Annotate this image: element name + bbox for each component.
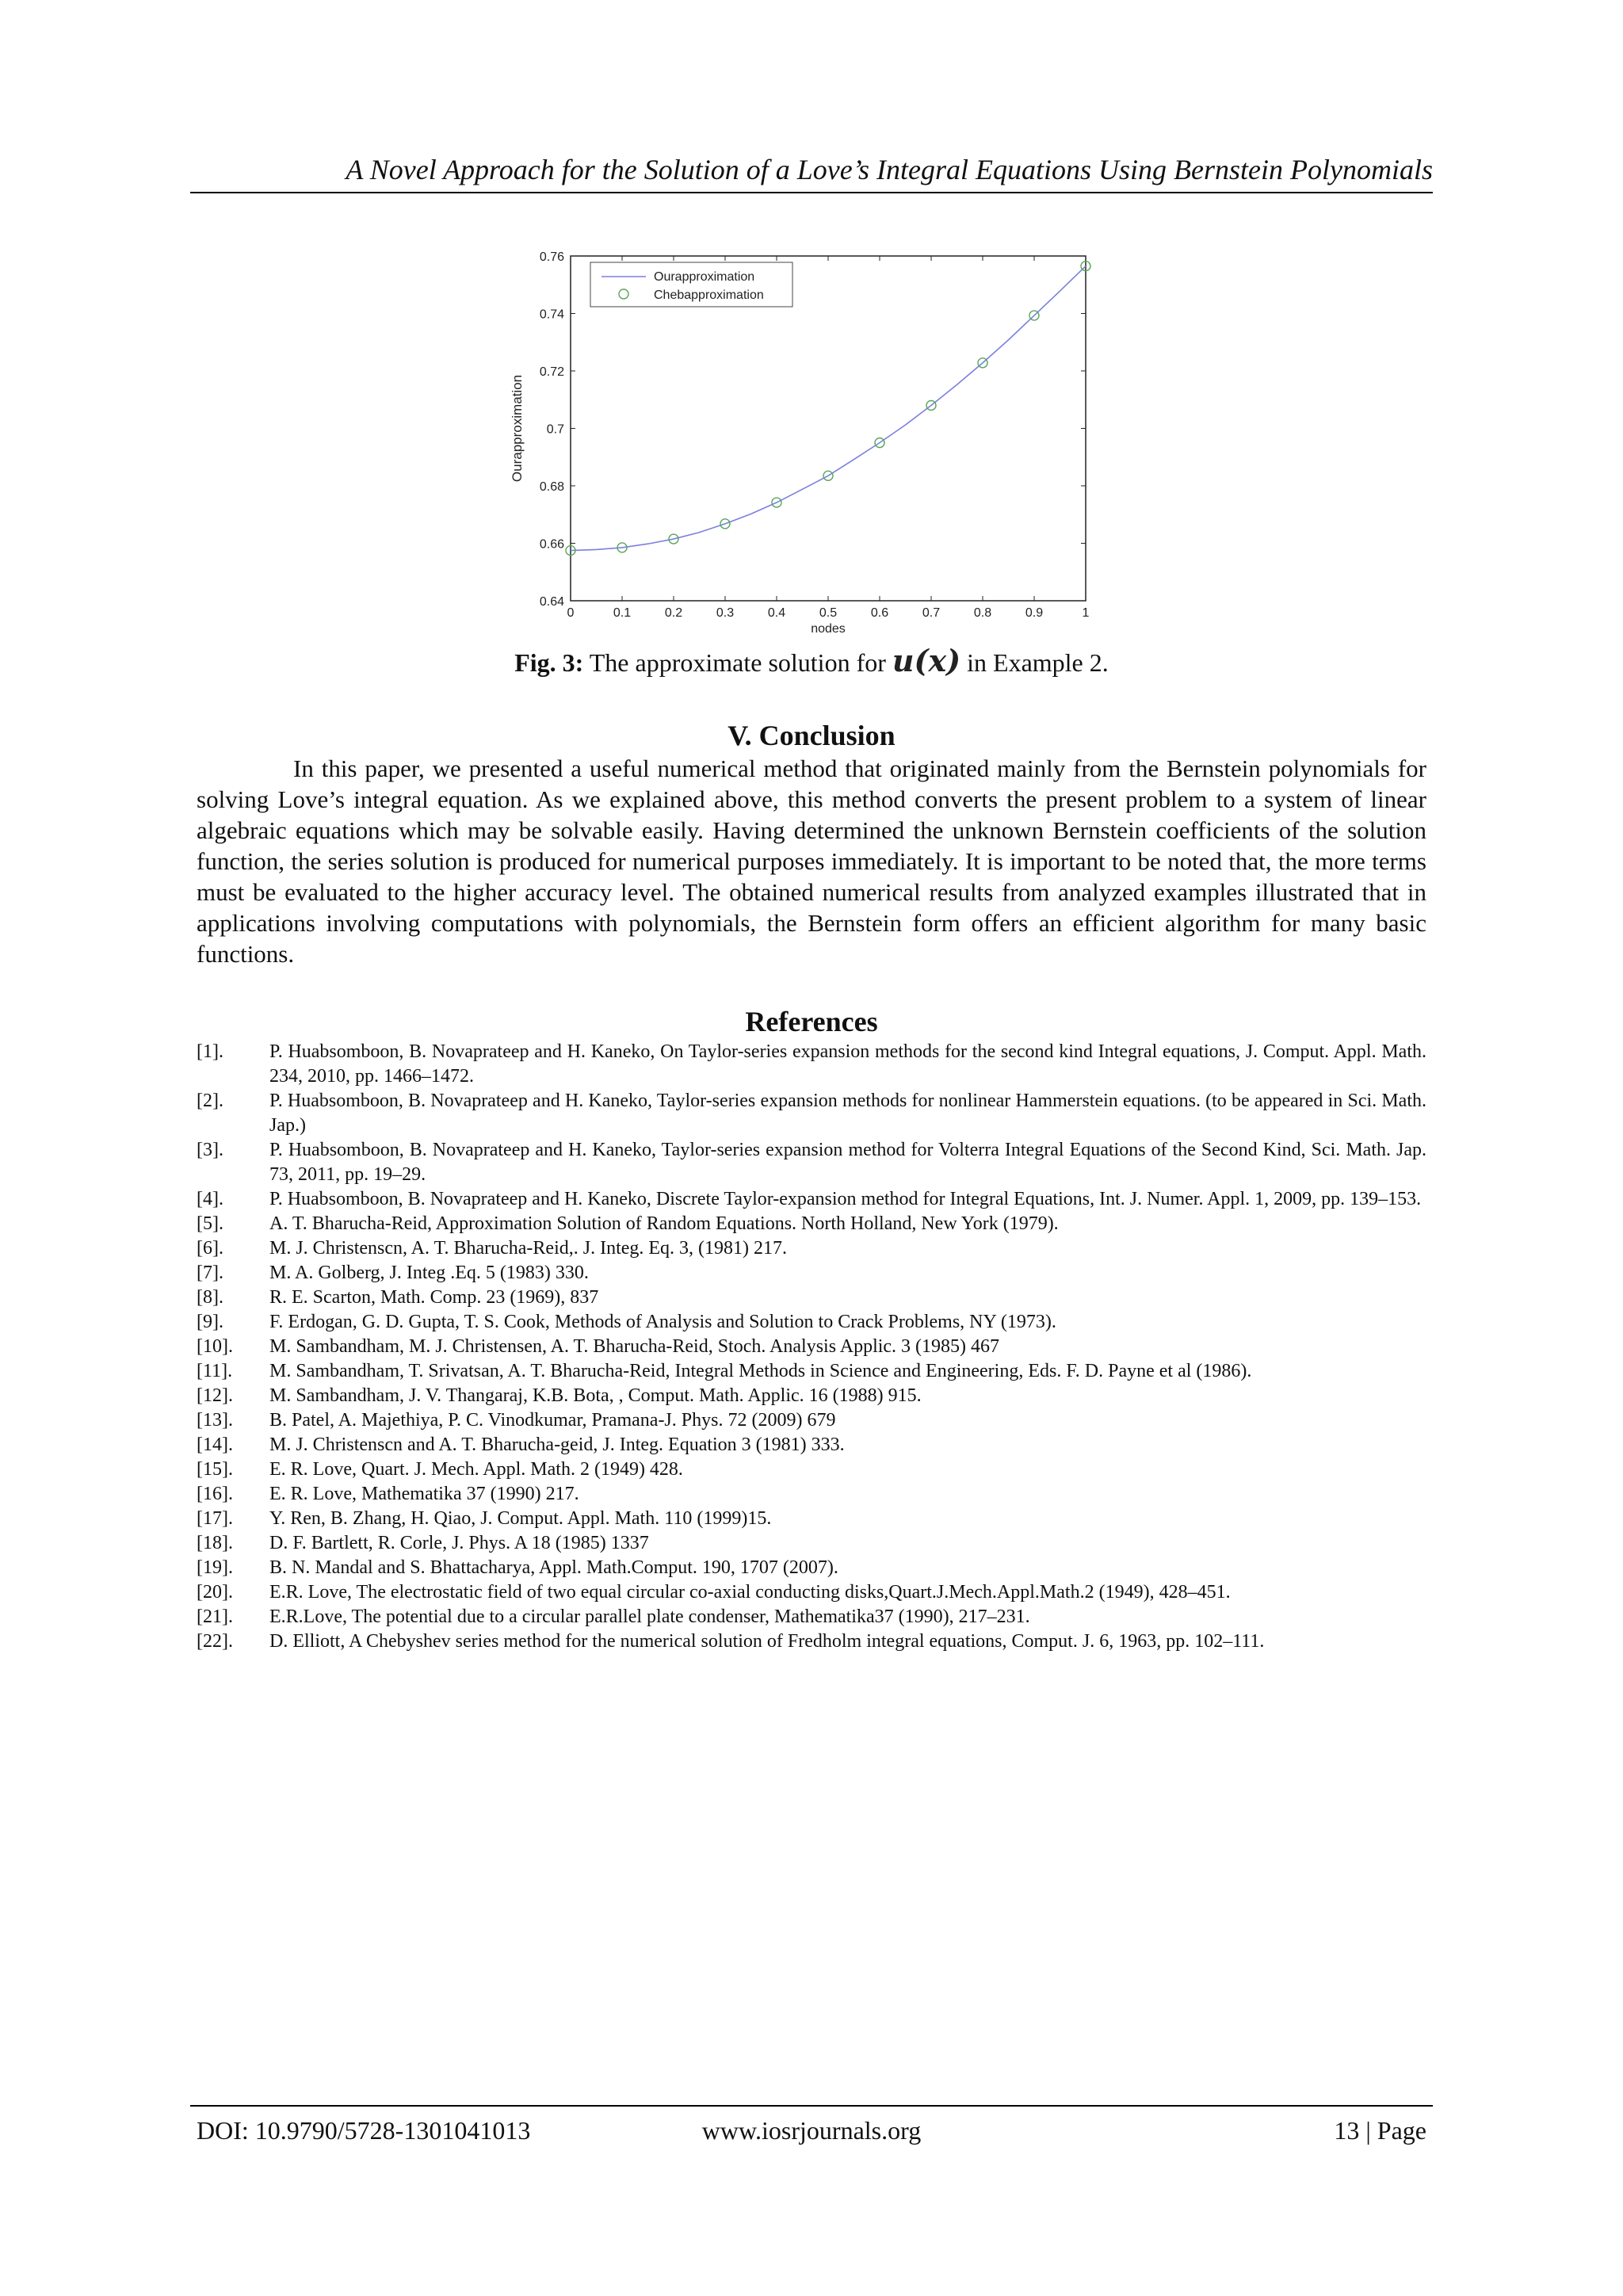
- y-axis-label: Ourapproximation: [510, 374, 525, 483]
- references-list: [197, 1040, 1426, 1654]
- reference-text: D. F. Bartlett, R. Corle, J. Phys. A 18 (1985) 1337: [269, 1533, 649, 1553]
- reference-item: [197, 1187, 1426, 1212]
- x-tick-label: 1: [1082, 606, 1090, 620]
- reference-number: [12].: [197, 1385, 233, 1406]
- reference-number: [4].: [197, 1189, 223, 1209]
- reference-number: [20].: [197, 1582, 233, 1603]
- x-axis-label: nodes: [811, 622, 846, 636]
- running-header: [190, 151, 1433, 193]
- reference-number: [7].: [197, 1263, 223, 1283]
- reference-text: M. Sambandham, J. V. Thangaraj, K.B. Bota, , Comput. Math. Applic. 16 (1988) 915.: [269, 1385, 922, 1406]
- caption-text-after: in Example 2.: [960, 648, 1109, 677]
- reference-text: E. R. Love, Quart. J. Mech. Appl. Math. 2 (1949) 428.: [269, 1459, 683, 1480]
- reference-item: [197, 1040, 1426, 1089]
- legend-label: Ourapproximation: [654, 270, 755, 284]
- running-header-title: A Novel Approach for the Solution of a Love’s Integral Equations Using Bernstein Polynomials: [346, 154, 1433, 185]
- y-tick-label: 0.72: [539, 365, 564, 379]
- y-tick-label: 0.68: [539, 480, 564, 494]
- y-tick-label: 0.76: [539, 250, 564, 264]
- figure-caption: [190, 644, 1433, 680]
- reference-number: [16].: [197, 1484, 233, 1504]
- reference-item: [197, 1408, 1426, 1433]
- approximation-plot: [499, 236, 1102, 648]
- page-footer: [190, 2105, 1433, 2149]
- references-heading: References: [745, 1006, 878, 1037]
- reference-item: [197, 1433, 1426, 1457]
- x-tick-label: 0.3: [716, 606, 735, 620]
- y-tick-label: 0.7: [546, 422, 564, 437]
- reference-item: [197, 1359, 1426, 1384]
- reference-text: A. T. Bharucha-Reid, Approximation Solution of Random Equations. North Holland, New York (1979).: [269, 1213, 1059, 1234]
- footer-page-number: 13 | Page: [1334, 2116, 1426, 2145]
- x-tick-label: 0.1: [613, 606, 632, 620]
- reference-number: [8].: [197, 1287, 223, 1308]
- reference-number: [5].: [197, 1213, 223, 1234]
- x-tick-label: 0: [567, 606, 575, 620]
- reference-item: [197, 1138, 1426, 1187]
- footer-site: www.iosrjournals.org: [701, 2116, 922, 2145]
- reference-text: M. J. Christenscn and A. T. Bharucha-geid, J. Integ. Equation 3 (1981) 333.: [269, 1435, 845, 1455]
- reference-text: R. E. Scarton, Math. Comp. 23 (1969), 837: [269, 1287, 599, 1308]
- reference-item: [197, 1212, 1426, 1236]
- reference-item: [197, 1629, 1426, 1654]
- reference-number: [18].: [197, 1533, 233, 1553]
- reference-item: [197, 1531, 1426, 1556]
- reference-text: B. Patel, A. Majethiya, P. C. Vinodkumar, Pramana-J. Phys. 72 (2009) 679: [269, 1410, 836, 1431]
- reference-number: [10].: [197, 1336, 233, 1357]
- reference-text: E.R.Love, The potential due to a circular parallel plate condenser, Mathematika37 (1990), 217–231.: [269, 1606, 1030, 1627]
- conclusion-paragraph: In this paper, we presented a useful numerical method that originated mainly from the Bernstein polynomials for solving Love’s integral equation. As we explained above, this method converts the present problem to a system of linear algebraic equations which may be solvable easily. Having determined the unknown Bernstein coefficients of the solution function, the series solution is produced for numerical purposes immediately. It is important to be noted that, the more terms must be evaluated to the higher accuracy level. The obtained numerical results from analyzed examples illustrated that in applications involving computations with polynomials, the Bernstein form offers an efficient algorithm for many basic functions.: [197, 755, 1426, 968]
- reference-text: Y. Ren, B. Zhang, H. Qiao, J. Comput. Appl. Math. 110 (1999)15.: [269, 1508, 772, 1529]
- x-tick-label: 0.8: [973, 606, 992, 620]
- reference-number: [11].: [197, 1361, 233, 1381]
- y-tick-label: 0.74: [539, 308, 564, 322]
- reference-text: E.R. Love, The electrostatic field of two equal circular co-axial conducting disks,Quart.J.Mech.Appl.Math.2 (1949), 428–451.: [269, 1582, 1231, 1603]
- y-tick-label: 0.66: [539, 537, 564, 552]
- reference-text: E. R. Love, Mathematika 37 (1990) 217.: [269, 1484, 579, 1504]
- reference-item: [197, 1605, 1426, 1629]
- x-tick-label: 0.2: [664, 606, 683, 620]
- x-tick-label: 0.4: [767, 606, 786, 620]
- reference-text: M. Sambandham, T. Srivatsan, A. T. Bharucha-Reid, Integral Methods in Science and Engineering, Eds. F. D. Payne et al (1986).: [269, 1361, 1252, 1381]
- figure-3-chart: [499, 236, 1102, 648]
- reference-item: [197, 1556, 1426, 1580]
- reference-number: [9].: [197, 1312, 223, 1332]
- caption-math: u(x): [892, 643, 961, 678]
- reference-number: [14].: [197, 1435, 233, 1455]
- reference-number: [2].: [197, 1091, 223, 1111]
- reference-item: [197, 1580, 1426, 1605]
- reference-text: D. Elliott, A Chebyshev series method for the numerical solution of Fredholm integral equations, Comput. J. 6, 1963, pp. 102–111.: [269, 1631, 1265, 1652]
- x-tick-label: 0.7: [922, 606, 941, 620]
- reference-number: [17].: [197, 1508, 233, 1529]
- reference-text: B. N. Mandal and S. Bhattacharya, Appl. Math.Comput. 190, 1707 (2007).: [269, 1557, 838, 1578]
- reference-item: [197, 1236, 1426, 1261]
- legend-label: Chebapproximation: [654, 288, 764, 302]
- reference-item: [197, 1310, 1426, 1335]
- reference-text: M. A. Golberg, J. Integ .Eq. 5 (1983) 330.: [269, 1263, 589, 1283]
- reference-number: [13].: [197, 1410, 233, 1431]
- x-tick-label: 0.5: [819, 606, 838, 620]
- reference-item: [197, 1286, 1426, 1310]
- reference-text: P. Huabsomboon, B. Novaprateep and H. Kaneko, Discrete Taylor-expansion method for Integral Equations, Int. J. Numer. Appl. 1, 2009, pp. 139–153.: [269, 1189, 1422, 1209]
- reference-number: [15].: [197, 1459, 233, 1480]
- y-tick-label: 0.64: [539, 595, 564, 609]
- reference-item: [197, 1261, 1426, 1286]
- reference-item: [197, 1457, 1426, 1482]
- reference-text: P. Huabsomboon, B. Novaprateep and H. Kaneko, On Taylor-series expansion methods for the second kind Integral equations, J. Comput. Appl. Math. 234, 2010, pp. 1466–1472.: [269, 1041, 1426, 1087]
- reference-item: [197, 1482, 1426, 1507]
- reference-text: M. Sambandham, M. J. Christensen, A. T. Bharucha-Reid, Stoch. Analysis Applic. 3 (1985) 467: [269, 1336, 1000, 1357]
- conclusion-heading: V. Conclusion: [727, 720, 896, 751]
- reference-text: M. J. Christenscn, A. T. Bharucha-Reid,. J. Integ. Eq. 3, (1981) 217.: [269, 1238, 788, 1259]
- reference-number: [6].: [197, 1238, 223, 1259]
- reference-item: [197, 1335, 1426, 1359]
- reference-number: [1].: [197, 1041, 223, 1062]
- reference-item: [197, 1507, 1426, 1531]
- reference-number: [22].: [197, 1631, 233, 1652]
- reference-item: [197, 1089, 1426, 1138]
- x-tick-label: 0.9: [1025, 606, 1044, 620]
- footer-doi: DOI: 10.9790/5728-1301041013: [197, 2116, 531, 2145]
- reference-number: [3].: [197, 1140, 223, 1160]
- reference-text: P. Huabsomboon, B. Novaprateep and H. Kaneko, Taylor-series expansion methods for nonlinear Hammerstein equations. (to be appeared in Sci. Math. Jap.): [269, 1091, 1426, 1136]
- x-tick-label: 0.6: [870, 606, 889, 620]
- reference-text: F. Erdogan, G. D. Gupta, T. S. Cook, Methods of Analysis and Solution to Crack Problems, NY (1973).: [269, 1312, 1056, 1332]
- reference-item: [197, 1384, 1426, 1408]
- reference-number: [21].: [197, 1606, 233, 1627]
- plot-frame: [571, 256, 1086, 601]
- reference-text: P. Huabsomboon, B. Novaprateep and H. Kaneko, Taylor-series expansion method for Volterra Integral Equations of the Second Kind, Sci. Math. Jap. 73, 2011, pp. 19–29.: [269, 1140, 1426, 1185]
- reference-number: [19].: [197, 1557, 233, 1578]
- figure-label: Fig. 3:: [514, 648, 584, 677]
- caption-text-before: The approximate solution for: [583, 648, 892, 677]
